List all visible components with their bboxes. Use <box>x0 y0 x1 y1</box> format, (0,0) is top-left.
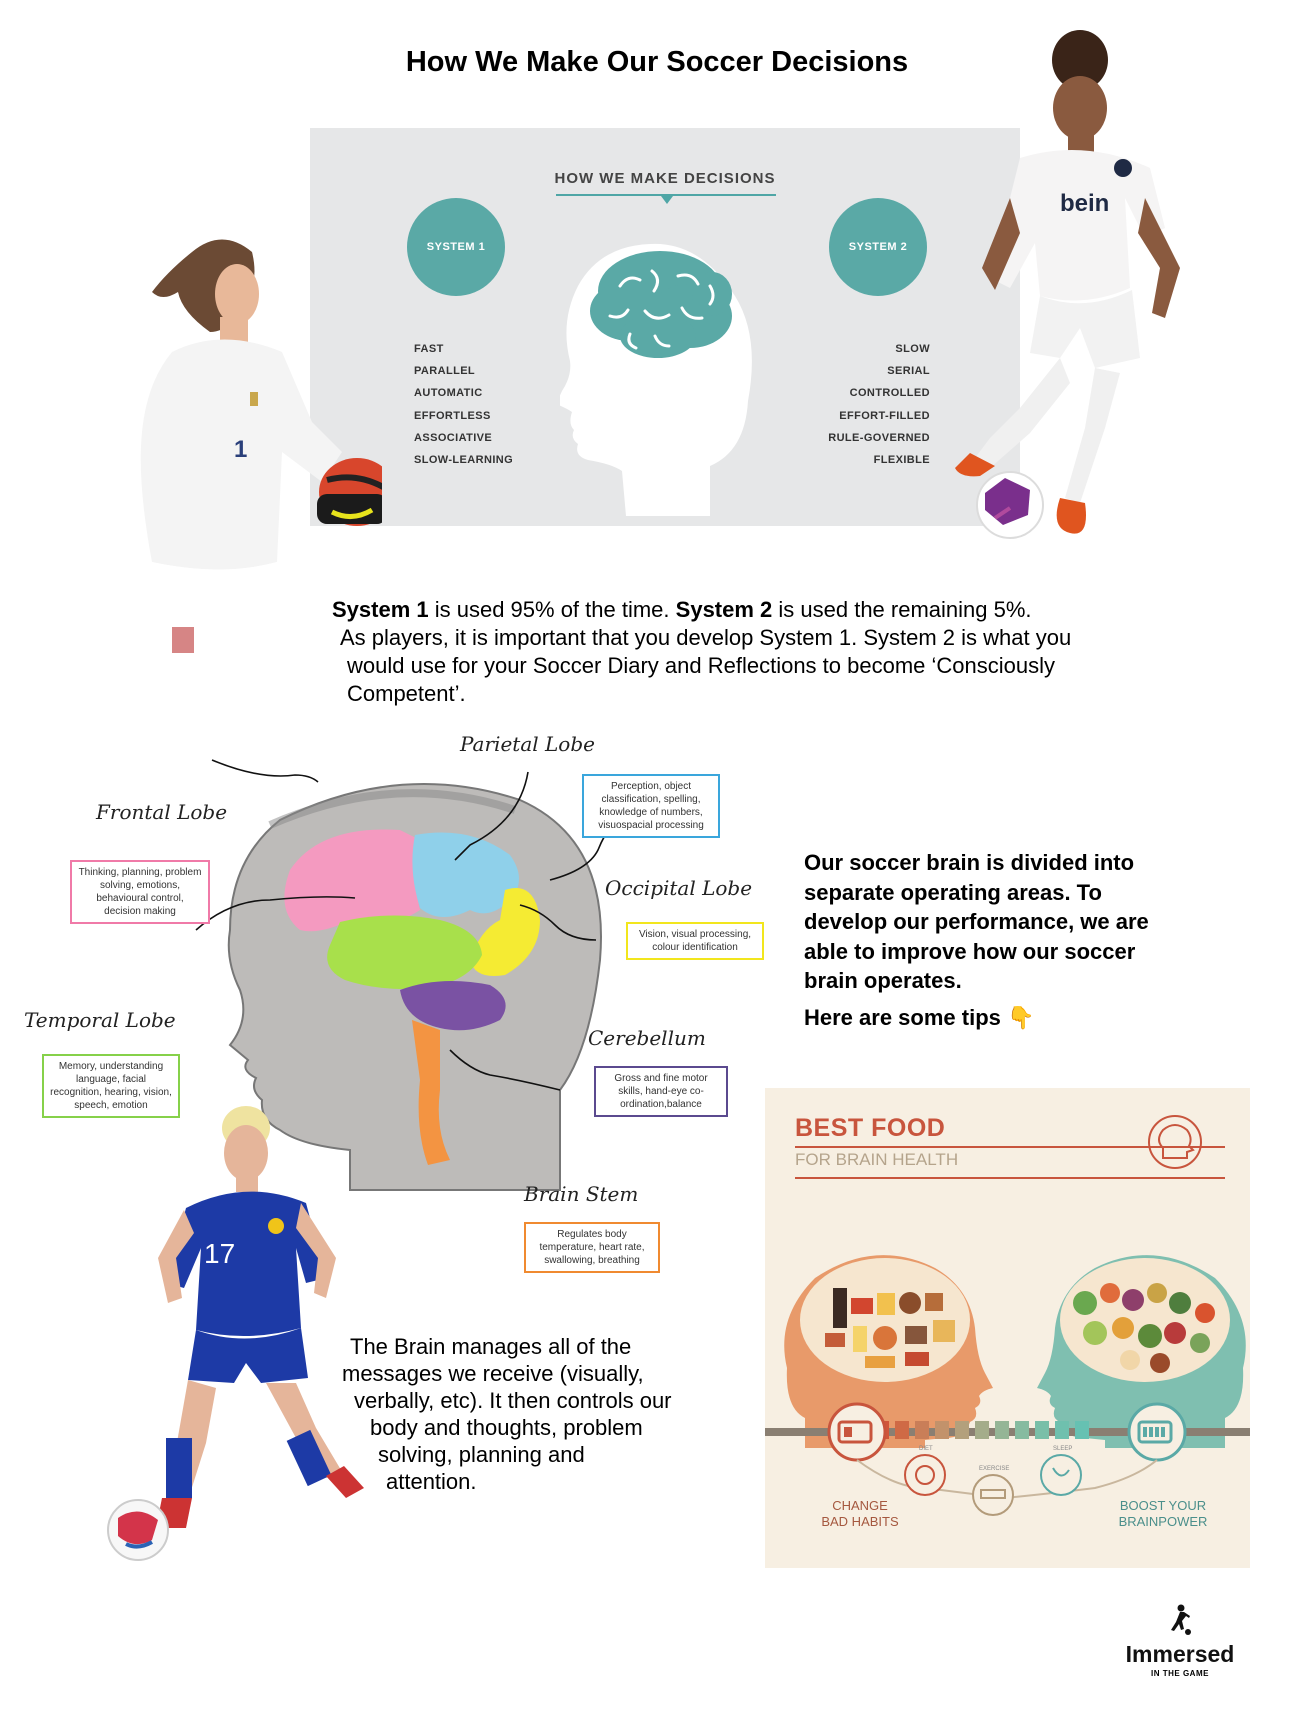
manages-line: body and thoughts, problem <box>370 1415 643 1440</box>
step-diet: DIET <box>919 1446 933 1452</box>
tips-text: Here are some tips 👇 <box>804 1005 1035 1030</box>
occipital-info: Vision, visual processing, colour identification <box>626 922 764 960</box>
trait-item: SERIAL <box>887 365 930 378</box>
trait-item: FLEXIBLE <box>873 454 930 467</box>
change-habits-caption <box>805 1498 915 1530</box>
cerebellum-info: Gross and fine motor skills, hand-eye co-ordination,balance <box>594 1066 728 1117</box>
trait-item: EFFORT-FILLED <box>839 409 930 422</box>
occipital-label: Occipital Lobe <box>605 876 753 900</box>
psg-player-photo <box>870 28 1200 558</box>
manages-line: attention. <box>386 1469 477 1494</box>
svg-text:bein: bein <box>1060 190 1110 217</box>
brain-manages-text <box>320 1333 740 1495</box>
logo-subtitle: IN THE GAME <box>1151 1669 1209 1678</box>
temporal-info: Memory, understanding language, facial recognition, hearing, vision, speech, emotion <box>42 1054 180 1118</box>
player-kick-icon <box>1167 1604 1193 1636</box>
cerebellum-label: Cerebellum <box>588 1026 706 1050</box>
trait-item: FAST <box>414 343 444 355</box>
brain-text-line: Our soccer brain is divided into <box>804 850 1135 875</box>
manages-line: The Brain manages all of the <box>350 1334 632 1359</box>
parietal-info: Perception, object classification, spelling, knowledge of numbers, visuospacial processing <box>582 774 720 838</box>
boost-brainpower-caption <box>1103 1498 1223 1530</box>
trait-item: AUTOMATIC <box>414 387 483 400</box>
brain-areas-text <box>804 848 1224 996</box>
page-title: How We Make Our Soccer Decisions <box>405 46 909 78</box>
brain-text-line: develop our performance, we are <box>804 909 1149 934</box>
system-line-3: would use for your Soccer Diary and Reflections to become ‘Consciously <box>347 653 1055 678</box>
step-sleep: SLEEP <box>1053 1446 1073 1452</box>
food-subtitle: FOR BRAIN HEALTH <box>795 1150 959 1169</box>
system-line-4: Competent’. <box>347 681 466 706</box>
manages-line: messages we receive (visually, <box>342 1361 644 1386</box>
brain-text-line: separate operating areas. To <box>804 879 1102 905</box>
food-illustration <box>765 1088 1250 1568</box>
system1-rest: is used 95% of the time. <box>428 597 676 622</box>
svg-text:1: 1 <box>234 436 248 463</box>
trait-item: RULE-GOVERNED <box>828 431 930 444</box>
system1-traits <box>414 338 513 471</box>
caption-line: BRAINPOWER <box>1118 1514 1208 1529</box>
system2-label: SYSTEM 2 <box>848 241 908 253</box>
caption-line: CHANGE <box>832 1498 888 1513</box>
system2-rest: is used the remaining 5%. <box>772 597 1032 622</box>
caption-line: BOOST YOUR <box>1119 1498 1207 1513</box>
manages-line: verbally, etc). It then controls our <box>354 1388 672 1413</box>
frontal-label: Frontal Lobe <box>96 800 228 824</box>
logo-name: Immersed <box>1125 1641 1235 1667</box>
trait-item: PARALLEL <box>414 365 476 378</box>
manages-line: solving, planning and <box>378 1442 585 1467</box>
parietal-label: Parietal Lobe <box>460 732 595 756</box>
brain-text-line: able to improve how our soccer <box>804 938 1136 964</box>
system-line-2: As players, it is important that you develop System 1. System 2 is what you <box>340 625 1072 650</box>
brainstem-info: Regulates body temperature, heart rate, swallowing, breathing <box>524 1222 660 1273</box>
trait-item: SLOW-LEARNING <box>414 454 514 467</box>
system1-label: SYSTEM 1 <box>426 241 486 253</box>
immersed-logo <box>1110 1604 1250 1678</box>
caption-line: BAD HABITS <box>821 1514 899 1529</box>
brainstem-label: Brain Stem <box>524 1182 639 1206</box>
food-title: BEST FOOD <box>795 1114 946 1142</box>
brain-text-line: brain operates. <box>804 968 962 993</box>
system2-bold: System 2 <box>675 597 773 622</box>
system-explanation <box>332 596 1192 708</box>
system-line-1 <box>332 596 1192 624</box>
system1-bold: System 1 <box>332 597 429 622</box>
trait-item: SLOW <box>895 343 930 355</box>
trait-item: CONTROLLED <box>849 387 930 400</box>
brain-food-infographic <box>765 1088 1250 1568</box>
temporal-label: Temporal Lobe <box>24 1008 176 1032</box>
trait-item: EFFORTLESS <box>414 409 491 422</box>
system1-circle <box>407 198 505 296</box>
head-brain-icon <box>560 216 770 526</box>
heading-caret <box>661 196 673 204</box>
frontal-info: Thinking, planning, problem solving, emotions, behavioural control, decision making <box>70 860 210 924</box>
svg-text:17: 17 <box>204 1238 236 1269</box>
decisions-heading: HOW WE MAKE DECISIONS <box>554 170 776 187</box>
step-exercise: EXERCISE <box>979 1466 1010 1472</box>
trait-item: ASSOCIATIVE <box>414 431 493 444</box>
